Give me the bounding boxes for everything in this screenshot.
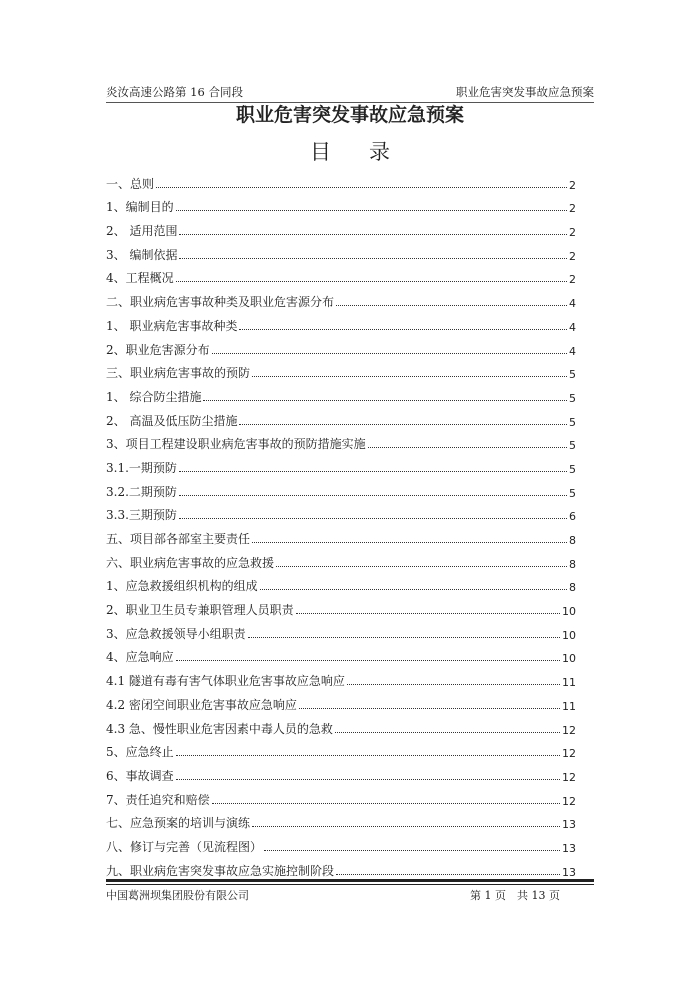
toc-leader-dots (239, 424, 567, 425)
toc-leader-dots (179, 518, 567, 519)
header-right: 职业危害突发事故应急预案 (456, 85, 594, 99)
toc-leader-dots (299, 708, 560, 709)
toc-leader-dots (252, 542, 567, 543)
toc-entry-page: 12 (562, 794, 576, 808)
toc-entry-page: 10 (562, 605, 576, 619)
toc-entry-page: 2 (569, 273, 576, 287)
toc-entry-label: 2、职业卫生员专兼职管理人员职责 (106, 603, 294, 618)
toc-entry-page: 13 (562, 865, 576, 879)
toc-entry[interactable] (106, 381, 576, 405)
toc-leader-dots (156, 187, 567, 188)
toc-entry[interactable] (106, 547, 576, 571)
header-left: 炎汝高速公路第 16 合同段 (106, 85, 243, 99)
toc-entry-page: 12 (562, 770, 576, 784)
toc-entry[interactable] (106, 358, 576, 382)
toc-leader-dots (276, 566, 567, 567)
toc-leader-dots (252, 826, 560, 827)
toc-entry-page: 5 (569, 486, 576, 500)
document-title: 职业危害突发事故应急预案 (235, 104, 464, 126)
toc-entry-label: 4、工程概况 (106, 271, 174, 286)
toc-entry-label: 5、应急终止 (106, 745, 174, 760)
toc-leader-dots (212, 803, 560, 804)
toc-entry-label: 6、事故调查 (106, 768, 174, 783)
toc-entry-label: 1、编制目的 (106, 200, 174, 215)
toc-entry[interactable] (106, 310, 576, 334)
footer-left: 中国葛洲坝集团股份有限公司 (106, 889, 249, 902)
toc-entry[interactable] (106, 476, 576, 500)
toc-entry[interactable] (106, 286, 576, 310)
toc-entry[interactable] (106, 523, 576, 547)
toc-entry-page: 8 (569, 534, 576, 547)
toc-entry[interactable] (106, 855, 576, 879)
toc-entry[interactable] (106, 168, 576, 192)
toc-entry[interactable] (106, 594, 576, 618)
toc-entry-page: 4 (569, 344, 576, 358)
toc-entry-label: 7、责任追究和赔偿 (106, 792, 210, 807)
toc-entry-page: 12 (562, 723, 576, 737)
toc-leader-dots (296, 613, 560, 614)
toc-leader-dots (336, 874, 560, 875)
toc-entry-page: 8 (569, 557, 576, 571)
toc-entry-page: 2 (569, 202, 576, 216)
page-footer (106, 887, 560, 903)
footer-divider (106, 879, 594, 882)
toc-leader-dots (336, 305, 567, 306)
table-of-contents (106, 168, 576, 879)
toc-entry-page: 5 (569, 391, 576, 405)
toc-entry-label: 2、 高温及低压防尘措施 (106, 413, 238, 428)
toc-entry-page: 12 (562, 747, 576, 761)
toc-leader-dots (248, 637, 560, 638)
toc-entry-page: 2 (569, 249, 576, 263)
toc-entry[interactable] (106, 239, 576, 263)
toc-entry-label: 三、职业病危害事故的预防 (106, 366, 251, 381)
toc-entry[interactable] (106, 618, 576, 642)
toc-leader-dots (203, 400, 567, 401)
toc-entry-label: 4.3 急、慢性职业危害因素中毒人员的急救 (106, 721, 333, 736)
toc-entry-label: 1、 综合防尘措施 (106, 389, 202, 404)
footer-page-number: 第 1 页 共 13 页 (470, 889, 560, 902)
toc-entry-page: 2 (569, 226, 576, 240)
toc-leader-dots (260, 589, 567, 590)
toc-entry-label: 1、应急救援组织机构的组成 (106, 579, 258, 594)
footer-divider-thin (106, 884, 594, 885)
toc-entry-label: 3、 编制依据 (106, 247, 178, 262)
toc-entry-page: 10 (562, 652, 576, 666)
toc-entry[interactable] (106, 500, 576, 524)
toc-entry-label: 4、应急响应 (106, 650, 174, 665)
toc-entry[interactable] (106, 831, 576, 855)
toc-entry[interactable] (106, 334, 576, 358)
toc-entry[interactable] (106, 642, 576, 666)
toc-entry-label: 九、职业病危害突发事故应急实施控制阶段 (106, 863, 335, 878)
toc-entry-page: 13 (562, 841, 576, 855)
toc-entry-page: 13 (562, 818, 576, 832)
toc-leader-dots (176, 210, 567, 211)
toc-entry-page: 4 (569, 297, 576, 311)
toc-entry[interactable] (106, 405, 576, 429)
toc-entry-label: 八、修订与完善（见流程图） (106, 839, 263, 854)
toc-entry[interactable] (106, 784, 576, 808)
toc-leader-dots (264, 850, 560, 851)
toc-leader-dots (212, 353, 567, 354)
toc-entry-page: 5 (569, 415, 576, 429)
toc-entry-label: 五、项目部各部室主要责任 (106, 532, 251, 546)
toc-leader-dots (347, 684, 560, 685)
toc-leader-dots (176, 281, 567, 282)
toc-leader-dots (335, 732, 560, 733)
toc-entry-page: 11 (562, 676, 576, 690)
toc-entry-label: 3、项目工程建设职业病危害事故的预防措施实施 (106, 437, 366, 452)
toc-entry[interactable] (106, 192, 576, 216)
toc-entry-label: 3、应急救援领导小组职责 (106, 626, 246, 641)
toc-entry[interactable] (106, 808, 576, 832)
toc-leader-dots (252, 376, 567, 377)
toc-entry[interactable] (106, 689, 576, 713)
toc-leader-dots (179, 471, 567, 472)
toc-entry-label: 七、应急预案的培训与演练 (106, 816, 251, 831)
toc-entry[interactable] (106, 571, 576, 595)
toc-leader-dots (179, 258, 567, 259)
toc-leader-dots (176, 779, 560, 780)
toc-entry[interactable] (106, 263, 576, 287)
toc-entry[interactable] (106, 215, 576, 239)
toc-entry[interactable] (106, 737, 576, 761)
toc-entry-label: 3.1.一期预防 (106, 460, 177, 475)
toc-entry[interactable] (106, 452, 576, 476)
toc-entry-label: 1、 职业病危害事故种类 (106, 318, 238, 333)
toc-leader-dots (368, 447, 567, 448)
toc-entry-label: 4.1 隧道有毒有害气体职业危害事故应急响应 (106, 674, 345, 689)
toc-entry[interactable] (106, 760, 576, 784)
toc-entry-label: 2、职业危害源分布 (106, 342, 210, 357)
toc-entry-page: 8 (569, 581, 576, 595)
toc-entry-page: 5 (569, 439, 576, 453)
toc-entry-label: 二、职业病危害事故种类及职业危害源分布 (106, 295, 335, 310)
toc-entry-label: 2、 适用范围 (106, 224, 178, 239)
toc-entry-page: 5 (569, 368, 576, 382)
toc-entry-page: 6 (569, 510, 576, 524)
toc-heading: 目录 (310, 140, 428, 164)
toc-entry-label: 3.2.二期预防 (106, 484, 177, 499)
toc-leader-dots (239, 329, 567, 330)
toc-entry[interactable] (106, 665, 576, 689)
toc-entry-page: 11 (562, 699, 576, 713)
toc-entry-page: 4 (569, 320, 576, 334)
toc-entry[interactable] (106, 713, 576, 737)
toc-leader-dots (179, 234, 567, 235)
toc-leader-dots (179, 495, 567, 496)
toc-leader-dots (176, 755, 560, 756)
toc-entry-label: 4.2 密闭空间职业危害事故应急响应 (106, 697, 297, 712)
toc-entry-page: 5 (569, 462, 576, 476)
toc-entry[interactable] (106, 429, 576, 453)
toc-entry-label: 3.3.三期预防 (106, 508, 177, 523)
toc-entry-label: 六、职业病危害事故的应急救援 (106, 555, 275, 570)
toc-entry-label: 一、总则 (106, 176, 155, 191)
toc-entry-page: 2 (569, 178, 576, 192)
toc-leader-dots (176, 660, 560, 661)
toc-entry-page: 10 (562, 628, 576, 642)
